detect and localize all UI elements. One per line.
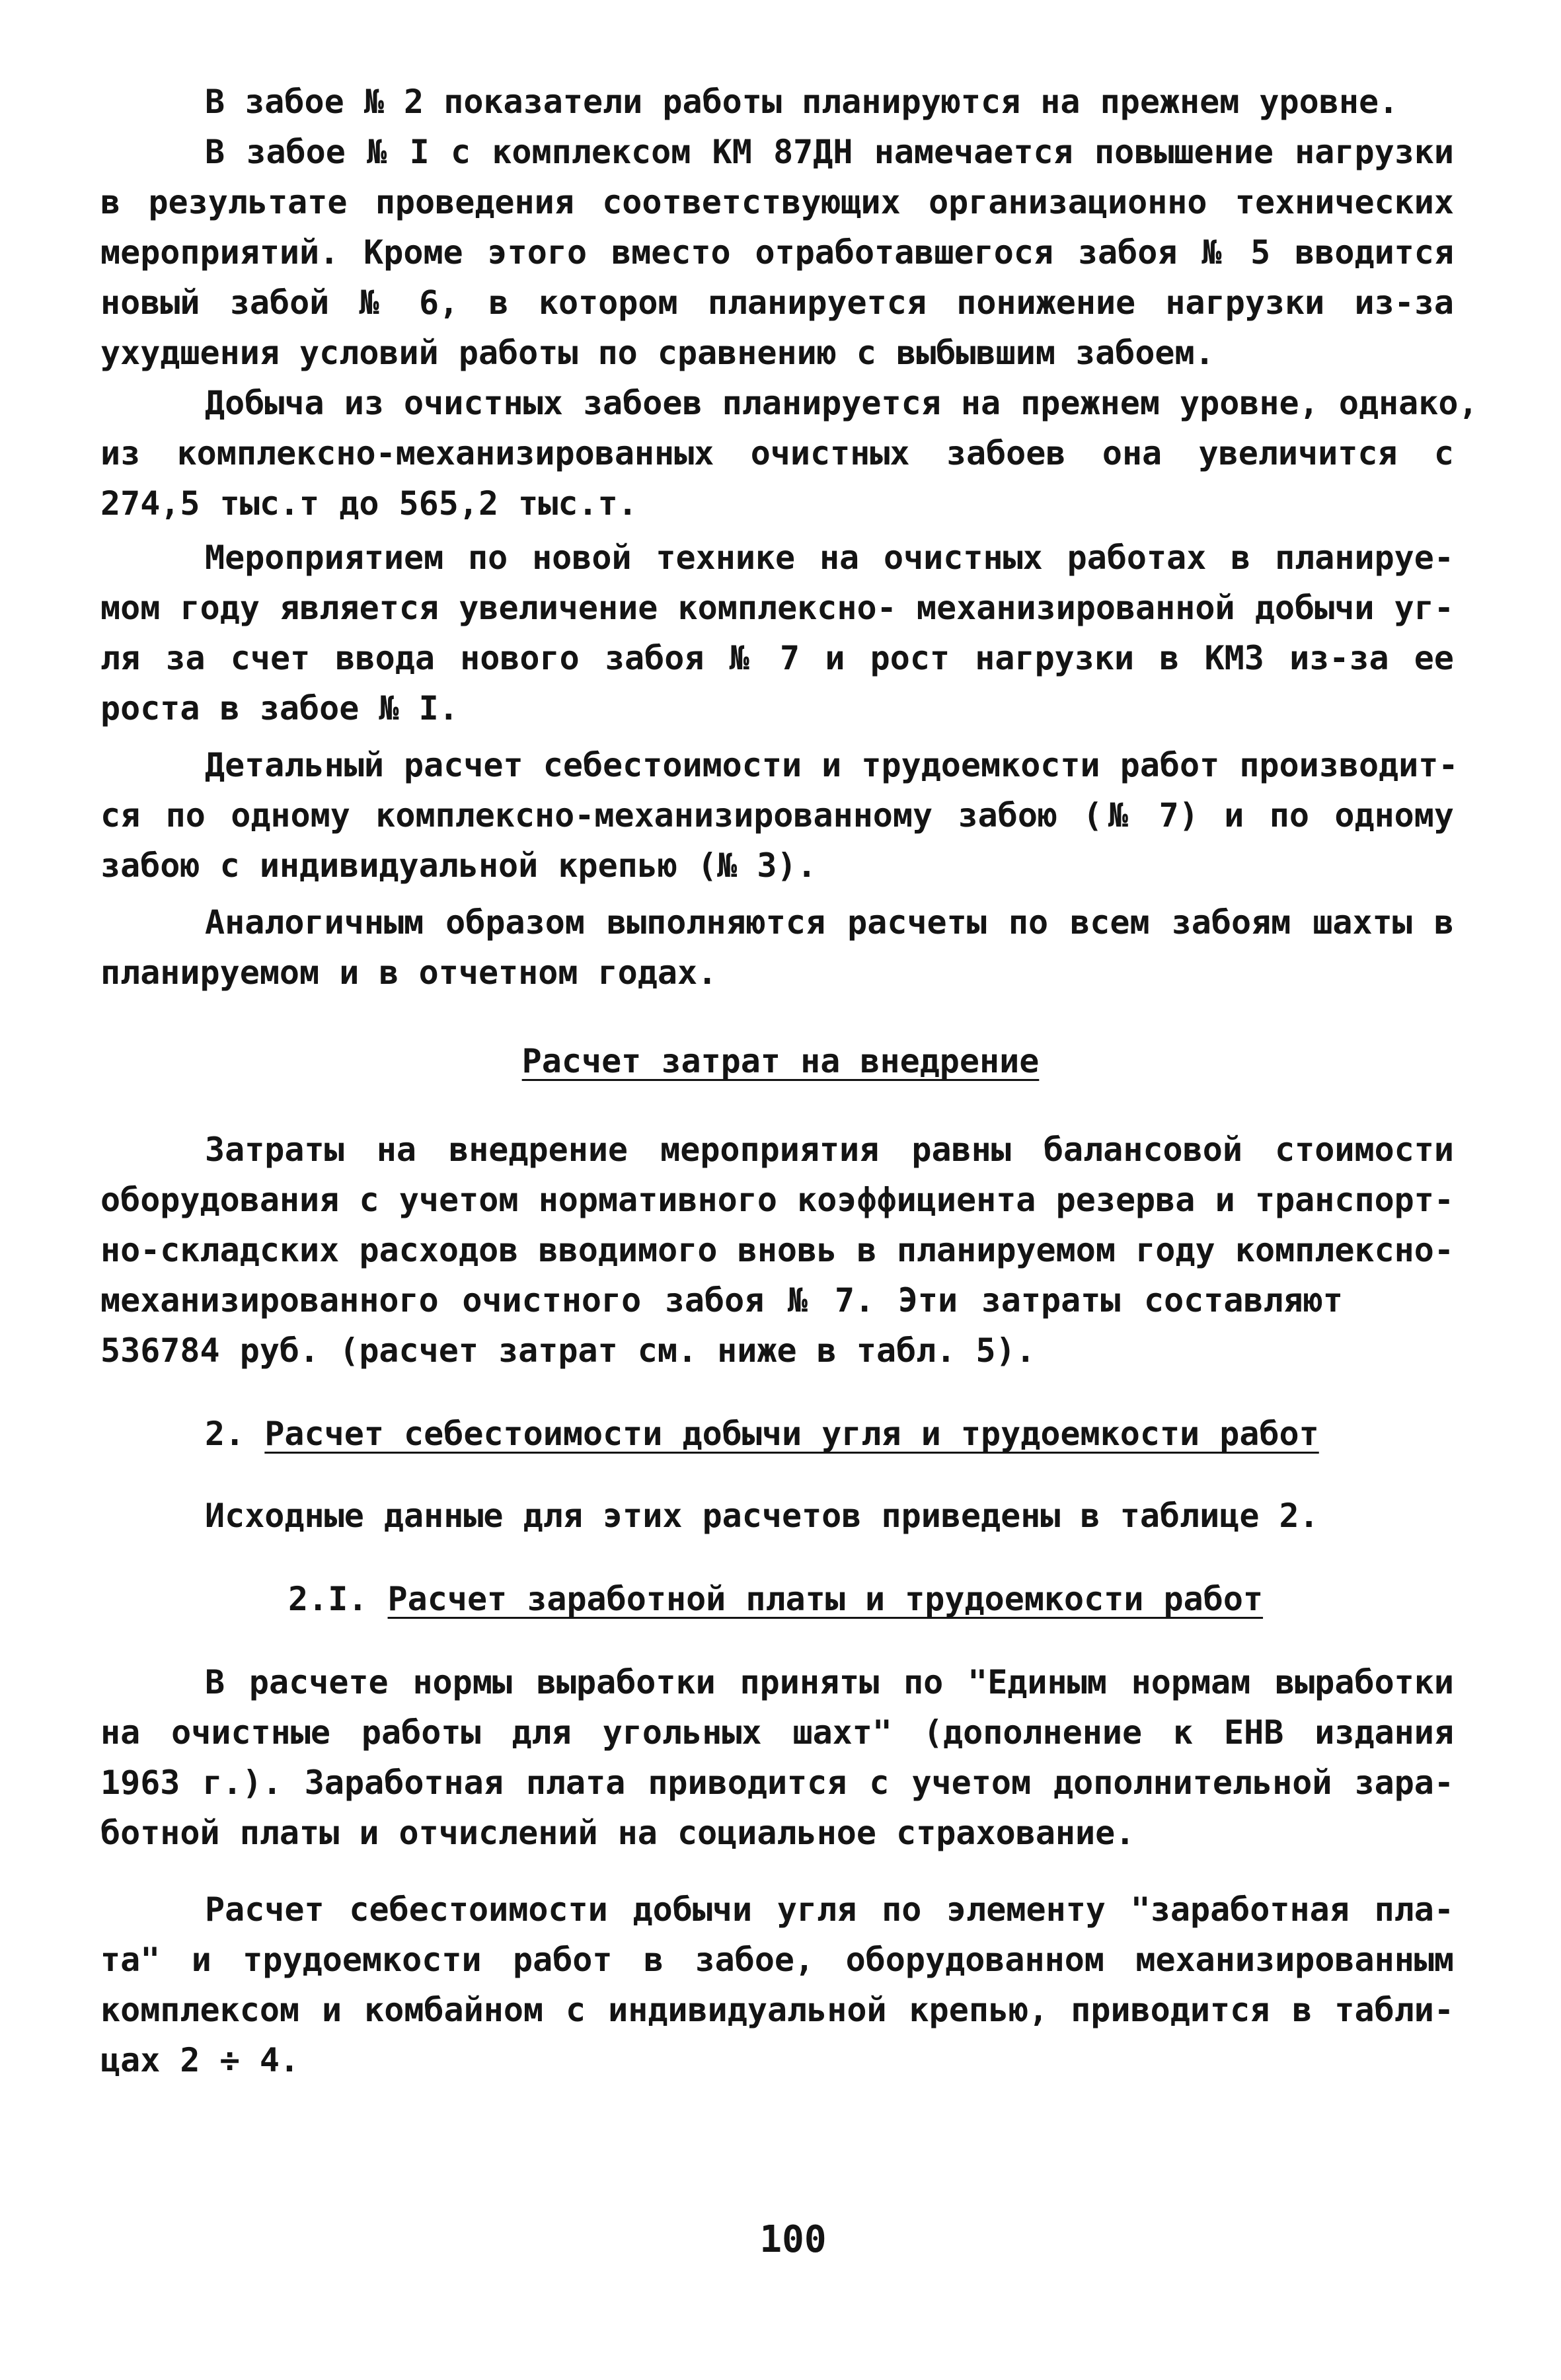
- paragraph-2-line-3: мероприятий. Кроме этого вместо отработавшегося забоя № 5 вводится: [100, 233, 1454, 272]
- paragraph-7-line-2: оборудования с учетом нормативного коэффициента резерва и транспорт-: [100, 1181, 1454, 1219]
- section-heading-2: [205, 1413, 1319, 1455]
- paragraph-5-line-1: Детальный расчет себестоимости и трудоемкости работ производит-: [205, 746, 1459, 784]
- paragraph-9-line-3: 1963 г.). Заработная плата приводится с учетом дополнительной зара-: [100, 1764, 1454, 1802]
- paragraph-9-line-1: В расчете нормы выработки приняты по "Единым нормам выработки: [205, 1663, 1454, 1701]
- paragraph-10-line-1: Расчет себестоимости добычи угля по элементу "заработная пла-: [205, 1890, 1454, 1929]
- paragraph-9-line-4: ботной платы и отчислений на социальное страхование.: [100, 1814, 1135, 1852]
- paragraph-10-line-2: та" и трудоемкости работ в забое, оборудованном механизированным: [100, 1941, 1454, 1979]
- paragraph-3-line-1: Добыча из очистных забоев планируется на прежнем уровне, однако,: [205, 384, 1478, 422]
- paragraph-2-line-5: ухудшения условий работы по сравнению с выбывшим забоем.: [100, 334, 1215, 372]
- section-heading-2-1: [288, 1578, 1263, 1620]
- paragraph-7-line-5: 536784 руб. (расчет затрат см. ниже в табл. 5).: [100, 1331, 1036, 1370]
- paragraph-3-line-3: 274,5 тыс.т до 565,2 тыс.т.: [100, 484, 638, 523]
- page-number: 100: [759, 2218, 827, 2261]
- paragraph-4-line-4: роста в забое № I.: [100, 689, 459, 727]
- paragraph-7-line-4: механизированного очистного забоя № 7. Эти затраты составляют: [100, 1281, 1343, 1320]
- paragraph-2-line-4: новый забой № 6, в котором планируется понижение нагрузки из-за: [100, 283, 1454, 322]
- paragraph-5-line-2: ся по одному комплексно-механизированному забою (№ 7) и по одному: [100, 796, 1454, 835]
- section-title-2: Расчет себестоимости добычи угля и трудоемкости работ: [264, 1415, 1319, 1453]
- paragraph-2-line-2: в результате проведения соответствующих организационно технических: [100, 183, 1454, 221]
- paragraph-2-line-1: В забое № I с комплексом КМ 87ДН намечается повышение нагрузки: [205, 133, 1454, 171]
- section-number-2-1: 2.I.: [288, 1580, 368, 1618]
- paragraph-4-line-2: мом году является увеличение комплексно- механизированной добычи уг-: [100, 589, 1454, 627]
- paragraph-6-line-1: Аналогичным образом выполняются расчеты по всем забоям шахты в: [205, 903, 1454, 942]
- section-number-2: 2.: [205, 1415, 245, 1453]
- paragraph-6-line-2: планируемом и в отчетном годах.: [100, 953, 718, 992]
- paragraph-4-line-1: Мероприятием по новой технике на очистных работах в планируе-: [205, 539, 1454, 577]
- section-heading-implementation-costs: Расчет затрат на внедрение: [521, 1042, 1040, 1080]
- paragraph-10-line-3: комплексом и комбайном с индивидуальной крепью, приводится в табли-: [100, 1991, 1454, 2029]
- paragraph-1-line-1: В забое № 2 показатели работы планируются на прежнем уровне.: [205, 83, 1399, 121]
- paragraph-7-line-3: но-складских расходов вводимого вновь в планируемом году комплексно-: [100, 1231, 1454, 1269]
- paragraph-3-line-2: из комплексно-механизированных очистных забоев она увеличится с: [100, 434, 1454, 472]
- paragraph-9-line-2: на очистные работы для угольных шахт" (дополнение к ЕНВ издания: [100, 1713, 1454, 1752]
- paragraph-8-line-1: Исходные данные для этих расчетов приведены в таблице 2.: [205, 1497, 1319, 1535]
- paragraph-4-line-3: ля за счет ввода нового забоя № 7 и рост нагрузки в КМЗ из-за ее: [100, 639, 1454, 677]
- paragraph-7-line-1: Затраты на внедрение мероприятия равны балансовой стоимости: [205, 1131, 1454, 1169]
- paragraph-10-line-4: цах 2 ÷ 4.: [100, 2041, 300, 2079]
- section-title-2-1: Расчет заработной платы и трудоемкости работ: [387, 1580, 1264, 1618]
- paragraph-5-line-3: забою с индивидуальной крепью (№ 3).: [100, 846, 817, 885]
